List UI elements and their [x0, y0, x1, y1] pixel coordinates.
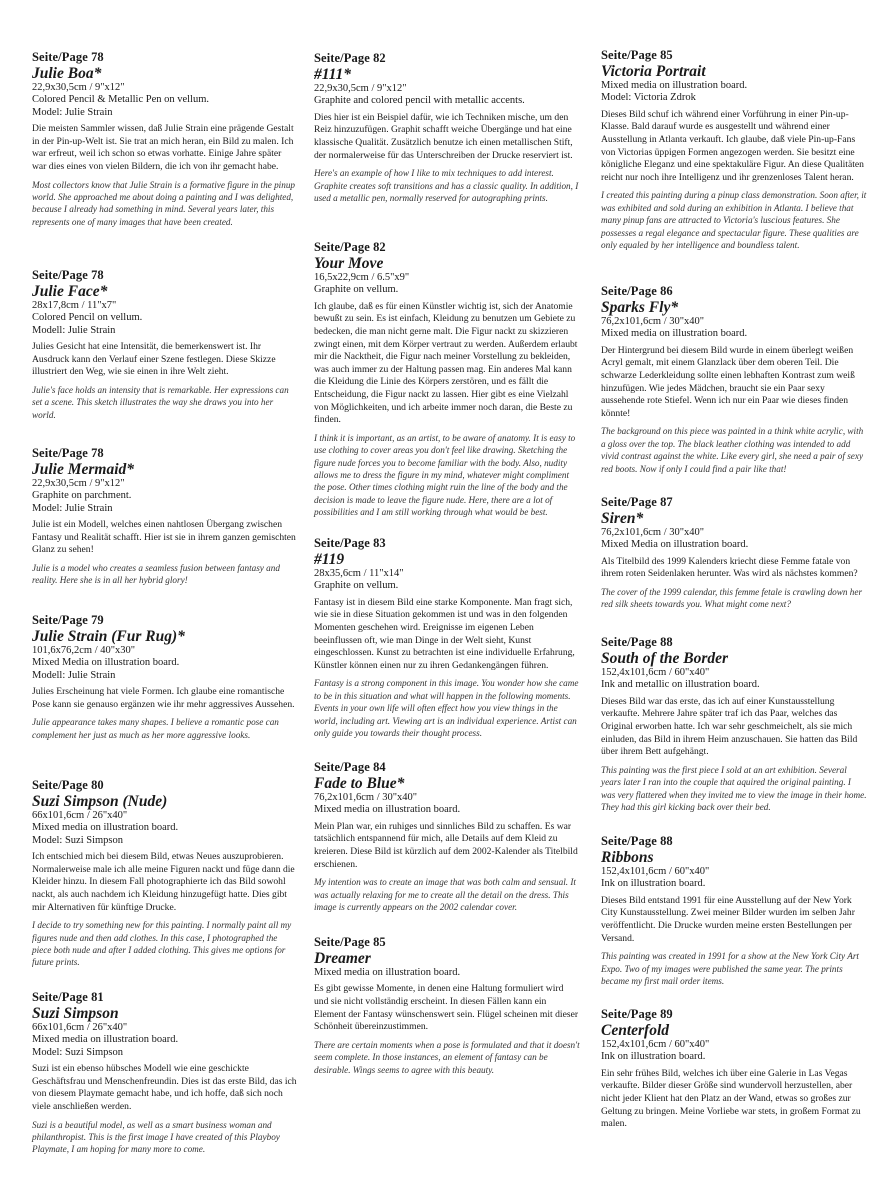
description-english: Julie appearance takes many shapes. I believe a romantic pose can complement her just as much as her more aggressive looks. — [32, 717, 279, 740]
description-english: Julie is a model who creates a seamless fusion between fantasy and reality. Here she is in all her hybrid glory! — [32, 563, 280, 586]
artwork-model: Model: Julie Strain — [32, 502, 113, 514]
artwork-entry — [601, 495, 867, 611]
description-german: Dieses Bild war das erste, das ich auf einer Kunstausstellung verkaufte. Mehrere Jahre später traf ich das Paar, welches das Original erworben hatte. Ich war sehr geschmeichelt, als sie mich einluden, das Bild in ihrem Heim anzuschauen. Sie hatten das Bild über ihrem Bett aufgehängt. — [601, 695, 858, 758]
description-english: The cover of the 1999 calendar, this femme fetale is crawling down her red silk sheets towards you. What might come next? — [601, 587, 863, 610]
artwork-dimensions: 76,2x101,6cm / 30"x40" — [601, 527, 705, 538]
artwork-title: Victoria Portrait — [601, 63, 706, 80]
artwork-entry — [601, 284, 867, 475]
artwork-dimensions: 28x35,6cm / 11"x14" — [314, 568, 404, 579]
page-reference: Seite/Page 85 — [314, 935, 386, 949]
artwork-dimensions: 76,2x101,6cm / 30"x40" — [601, 316, 705, 327]
artwork-medium: Mixed media on illustration board. — [601, 80, 748, 91]
description-english: I decide to try something new for this painting. I normally paint all my figures nude and then add clothes. In this case, I photographed the piece both nude and after I added clothing. This gives me options for future prints. — [32, 920, 292, 968]
artwork-medium: Mixed media on illustration board. — [32, 1034, 179, 1046]
artwork-title: Ribbons — [601, 849, 654, 866]
artwork-dimensions: 152,4x101,6cm / 60"x40" — [601, 1039, 710, 1050]
artwork-title: Suzi Simpson (Nude) — [32, 793, 168, 810]
artwork-medium: Graphite on vellum. — [314, 580, 399, 592]
description-german: Julie ist ein Modell, welches einen nahtlosen Übergang zwischen Fantasy und Realität schafft. Hier ist sie in ihrem ganzen gemischten Glanz zu sehen! — [32, 519, 296, 556]
artwork-title: Julie Mermaid* — [32, 461, 135, 478]
artwork-entry — [314, 240, 580, 519]
description-german: Julies Gesicht hat eine Intensität, die bemerkenswert ist. Ihr Ausdruck kann den Verlauf einer Szene festlegen. Diese Skizze illustriert den Weg, wie sie einen in ihre Welt zieht. — [32, 341, 276, 378]
page-reference: Seite/Page 78 — [32, 446, 104, 460]
artwork-medium: Ink and metallic on illustration board. — [601, 679, 760, 691]
description-english: I think it is important, as an artist, to be aware of anatomy. It is easy to use clothing to cover areas you don't feel like drawing. Sketching the figure nude forces you to become familiar with the body. Also, nudity allows me to dress the figure in my mind, whatever might compliment the pose. Other times clothing might ruin the line of the body and the decision is made to leave the figure nude. Here, there are a lot of possibilities and I am still working through what would be best. — [314, 432, 576, 518]
page-reference: Seite/Page 81 — [32, 990, 104, 1004]
column-3 — [601, 0, 867, 1200]
artwork-medium: Mixed media on illustration board. — [314, 804, 461, 816]
description-german: Ein sehr frühes Bild, welches ich über eine Galerie in Las Vegas verkaufte. Bilder dieser Größe sind wundervoll herzustellen, aber nicht jeder Klient hat den Platz an der Wand, etwas so großes zur Geltung zu bringen. Meine Vorliebe war stets, in großem Format zu malen. — [601, 1067, 861, 1130]
artwork-model: Modell: Julie Strain — [32, 669, 116, 681]
artwork-dimensions: 16,5x22,9cm / 6.5"x9" — [314, 272, 410, 283]
artwork-title: Dreamer — [314, 950, 371, 967]
artwork-entry — [314, 760, 580, 913]
page-reference: Seite/Page 85 — [601, 48, 673, 62]
artwork-title: Your Move — [314, 255, 384, 272]
description-german: Julies Erscheinung hat viele Formen. Ich glaube eine romantische Pose kann sie genauso ergänzen wie ihr mehr aggressives Aussehen. — [32, 686, 295, 710]
artwork-title: Julie Face* — [32, 283, 108, 300]
column-1 — [32, 0, 298, 1200]
description-german: Suzi ist ein ebenso hübsches Modell wie eine geschickte Geschäftsfrau und Menschenfreundin. Dies ist das erste Bild, das ich von diesem Playmate gemacht habe, und ich hoffe, daß sich noch viele anschließen werden. — [32, 1063, 297, 1112]
artwork-medium: Mixed media on illustration board. — [314, 967, 461, 978]
artwork-title: Julie Boa* — [32, 65, 102, 82]
artwork-model: Model: Julie Strain — [32, 106, 113, 118]
artwork-medium: Graphite on parchment. — [32, 490, 132, 502]
artwork-title: Centerfold — [601, 1022, 670, 1039]
description-english: Most collectors know that Julie Strain is a formative figure in the pinup world. She approached me about doing a painting and I was delighted, because I already had something in mind. Several years later, this represents one of many images that have been created. — [32, 179, 296, 227]
page-reference: Seite/Page 87 — [601, 495, 673, 509]
description-german: Es gibt gewisse Momente, in denen eine Haltung formuliert wird und sie nicht vollständig erscheint. In diesen Fällen kann ein Element der Fantasy wünschenswert sein. Flügel scheinen mit dieser Schönheit übereinzustimmen. — [314, 983, 579, 1033]
page-reference: Seite/Page 79 — [32, 613, 104, 627]
description-english: This painting was the first piece I sold at an art exhibition. Several years later I ran into the couple that aquired the original painting. I was very flattered when they invited me to view the image in their home. They had this girl kicking back over their bed. — [601, 764, 867, 812]
description-german: Als Titelbild des 1999 Kalenders kriecht diese Femme fatale von ihrem roten Seidenlaken herunter. Was wird als nächstes kommen? — [601, 555, 858, 580]
page-reference: Seite/Page 80 — [32, 778, 104, 792]
description-german: Dies hier ist ein Beispiel dafür, wie ich Techniken mische, um den Reiz hinzuzufügen. Graphit schafft weiche Übergänge und hat eine klassische Qualität. Zusätzlich benutze ich einen metallischen Stift, der normalerweise für das Unterschreiben der Drucke reserviert ist. — [314, 111, 573, 161]
description-german: Ich entschied mich bei diesem Bild, etwas Neues auszuprobieren. Normalerweise male ich alle meine Figuren nackt und füge dann die Kleider hinzu. In diesem Fall photographierte ich das Bild sowohl nackt, als auch nachdem ich Kleidung hinzugefügt hatte. Dies gibt mir Alternativen für künftige Drucke. — [32, 851, 295, 913]
description-german: Mein Plan war, ein ruhiges und sinnliches Bild zu schaffen. Es war tatsächlich entspannend für mich, alle Details auf dem Kleid zu kreieren. Diese Bild ist kürzlich auf dem 2002-Kalender als Titelbild erschienen. — [314, 820, 578, 870]
artwork-entry — [32, 50, 298, 228]
artwork-medium: Mixed Media on illustration board. — [32, 657, 180, 669]
page-reference: Seite/Page 78 — [32, 50, 104, 64]
description-english: This painting was created in 1991 for a show at the New York City Art Expo. Two of my images were published the same year. The prints became my first mail order items. — [601, 951, 859, 986]
description-english: There are certain moments when a pose is formulated and that it doesn't seem complete. In those instances, an element of fantasy can be desirable. Wings seems to agree with this beauty. — [314, 1039, 580, 1075]
artwork-title: South of the Border — [601, 650, 729, 667]
artwork-entry — [601, 1007, 867, 1131]
artwork-entry — [32, 778, 298, 969]
artwork-dimensions: 22,9x30,5cm / 9"x12" — [314, 83, 407, 94]
description-german: Ich glaube, daß es für einen Künstler wichtig ist, sich der Anatomie bewußt zu sein. Es ist einfach, Kleidung zu benutzen um Gebiete zu bedecken, die man nicht gerne malt. Die Figur nackt zu skizzieren zwingt einen, mit dem Körper vertraut zu werden. Außerdem erlaubt mir die Nacktheit, die Figur nach meiner Vorstellung zu bekleiden, was auch immer zu der Haltung passen mag. Ein anderes Mal kann die Kleidung die Linie des Körpers zerstören, und es fällt die Entscheidung, die Figur nackt zu lassen. Hier gibt es eine Vielzahl von Möglichkeiten, und ich arbeite immer noch daran, die Beste zu finden. — [314, 300, 578, 426]
artwork-title: Fade to Blue* — [314, 775, 405, 792]
artwork-entry — [601, 635, 867, 813]
artwork-title: Siren* — [601, 510, 644, 527]
page-reference: Seite/Page 84 — [314, 760, 386, 774]
artwork-dimensions: 22,9x30,5cm / 9"x12" — [32, 478, 125, 489]
artwork-model: Model: Suzi Simpson — [32, 1046, 124, 1058]
page-reference: Seite/Page 86 — [601, 284, 673, 298]
page-reference: Seite/Page 82 — [314, 240, 386, 254]
artwork-dimensions: 76,2x101,6cm / 30"x40" — [314, 792, 418, 803]
artwork-entry — [32, 446, 298, 587]
artwork-model: Modell: Julie Strain — [32, 324, 116, 336]
artwork-entry — [32, 613, 298, 741]
artwork-entry — [601, 48, 867, 251]
description-english: I created this painting during a pinup class demonstration. Soon after, it was exhibited and sold during an exhibition in Atlanta. I believe that many pinup fans are attracted to Victoria's luscious features. She possesses a regal elegance and spectacular figure. These qualities are only equaled by her intelligence and boundless talent. — [601, 190, 867, 250]
description-english: The background on this piece was painted in a think white acrylic, with a gloss over the top. The black leather clothing was intended to add vivid contrast against the white. Like every girl, she need a pair of sexy red boots. Now if only I could find a pair like that! — [601, 426, 864, 474]
column-2 — [314, 0, 580, 1200]
page-reference: Seite/Page 78 — [32, 268, 104, 282]
artwork-entry — [32, 990, 298, 1156]
artwork-medium: Ink on illustration board. — [601, 878, 706, 890]
artwork-dimensions: 66x101,6cm / 26"x40" — [32, 1022, 128, 1033]
page-reference: Seite/Page 88 — [601, 635, 673, 649]
artwork-model: Model: Suzi Simpson — [32, 834, 124, 846]
description-english: Here's an example of how I like to mix techniques to add interest. Graphite creates soft transitions and has a classic quality. In addition, I used a metallic pen, normally reserved for autographing prints. — [314, 168, 579, 203]
description-german: Fantasy ist in diesem Bild eine starke Komponente. Man fragt sich, wie sie in diese Situation gekommen ist und was in den folgenden Momenten geschehen wird. Ereignisse im eigenen Leben beeinflussen oft, wie man Dinge in der Welt sieht, Kunst eingeschlossen. Kunst zu betrachten ist eine individuelle Erfahrung, Künstler können einen nur zu ihren Gedankengängen führen. — [314, 596, 575, 671]
artwork-dimensions: 101,6x76,2cm / 40"x30" — [32, 645, 136, 656]
description-english: My intention was to create an image that was both calm and sensual. It was actually relaxing for me to create all the detail on the dress. This image is currently appears on the 2002 calendar cover. — [314, 877, 576, 912]
artwork-medium: Graphite on vellum. — [314, 284, 399, 296]
description-german: Dieses Bild entstand 1991 für eine Ausstellung auf der New York City Kunstausstellung. Zwei meiner Bilder wurden im selben Jahr veröffentlicht. Die Drucke wurden meine ersten Bestellungen per Versand. — [601, 894, 855, 944]
artwork-dimensions: 22,9x30,5cm / 9"x12" — [32, 82, 125, 93]
artwork-medium: Ink on illustration board. — [601, 1051, 706, 1063]
artwork-entry — [601, 834, 867, 987]
artwork-medium: Colored Pencil & Metallic Pen on vellum. — [32, 94, 210, 106]
artwork-model: Model: Victoria Zdrok — [601, 92, 696, 104]
artwork-medium: Mixed media on illustration board. — [32, 822, 179, 834]
artwork-entry — [314, 536, 580, 739]
page-reference: Seite/Page 82 — [314, 51, 386, 65]
artwork-entry — [314, 935, 580, 1076]
page-reference: Seite/Page 89 — [601, 1007, 673, 1021]
artwork-dimensions: 66x101,6cm / 26"x40" — [32, 810, 128, 821]
page-reference: Seite/Page 88 — [601, 834, 673, 848]
description-english: Julie's face holds an intensity that is remarkable. Her expressions can set a scene. This sketch illustrates the way she draws you into her world. — [32, 385, 289, 420]
artwork-title: #119 — [314, 551, 345, 568]
artwork-entry — [32, 268, 298, 421]
artwork-title: Julie Strain (Fur Rug)* — [32, 628, 185, 645]
description-german: Der Hintergrund bei diesem Bild wurde in einem überlegt weißen Acryl gemalt, mit einem Glanzlack über dem oberen Teil. Die schwarze Lederkleidung sollte einen lebhaften Kontrast zum weiß hinzufügen. Wie jedes Mädchen, braucht sie ein Paar sexy aussehende rote Stiefel. Wenn ich nur ein Paar wie dieses finden könnte! — [601, 344, 855, 419]
artwork-medium: Mixed Media on illustration board. — [601, 539, 749, 551]
artwork-dimensions: 152,4x101,6cm / 60"x40" — [601, 866, 710, 877]
artwork-title: Suzi Simpson — [32, 1005, 119, 1022]
artwork-title: #111* — [314, 66, 352, 83]
artwork-dimensions: 152,4x101,6cm / 60"x40" — [601, 667, 710, 678]
description-german: Die meisten Sammler wissen, daß Julie Strain eine prägende Gestalt in der Pin-up-Welt ist. Sie trat an mich heran, ein Bild zu malen. Ich war erfreut, weil ich schon so etwas vorhatte. Einige Jahre später war dies eines von vielen Bildern, die ich von ihr gemacht habe. — [32, 123, 294, 172]
artwork-dimensions: 28x17,8cm / 11"x7" — [32, 300, 117, 311]
artwork-title: Sparks Fly* — [601, 299, 679, 316]
description-english: Fantasy is a strong component in this image. You wonder how she came to be in this situation and what will happen in the following moments. Events in your own life will often effect how you view things in the world, including art. Viewing art is an individual experience. Artist can only guide you towards their thought process. — [314, 678, 579, 738]
artwork-medium: Graphite and colored pencil with metallic accents. — [314, 95, 525, 107]
artwork-entry — [314, 51, 580, 204]
description-english: Suzi is a beautiful model, as well as a smart business woman and philanthropist. This is the first image I have created of this Playboy Playmate, I am hoping for many more to come. — [32, 1119, 280, 1155]
artwork-medium: Mixed media on illustration board. — [601, 328, 748, 340]
description-german: Dieses Bild schuf ich während einer Vorführung in einer Pin-up-Klasse. Bald darauf wurde es ausgestellt und während einer Ausstellung in Atlanta verkauft. Ich glaube, daß viele Pin-up-Fans von Victorias üppigen Formen angezogen werden. Sie besitzt eine königliche Eleganz und eine spektakuläre Figur. An diese Qualitäten reicht nur noch ihre Intelligenz und ihr grenzenloses Talent heran. — [601, 108, 864, 183]
page-reference: Seite/Page 83 — [314, 536, 386, 550]
artwork-medium: Colored Pencil on vellum. — [32, 312, 143, 324]
